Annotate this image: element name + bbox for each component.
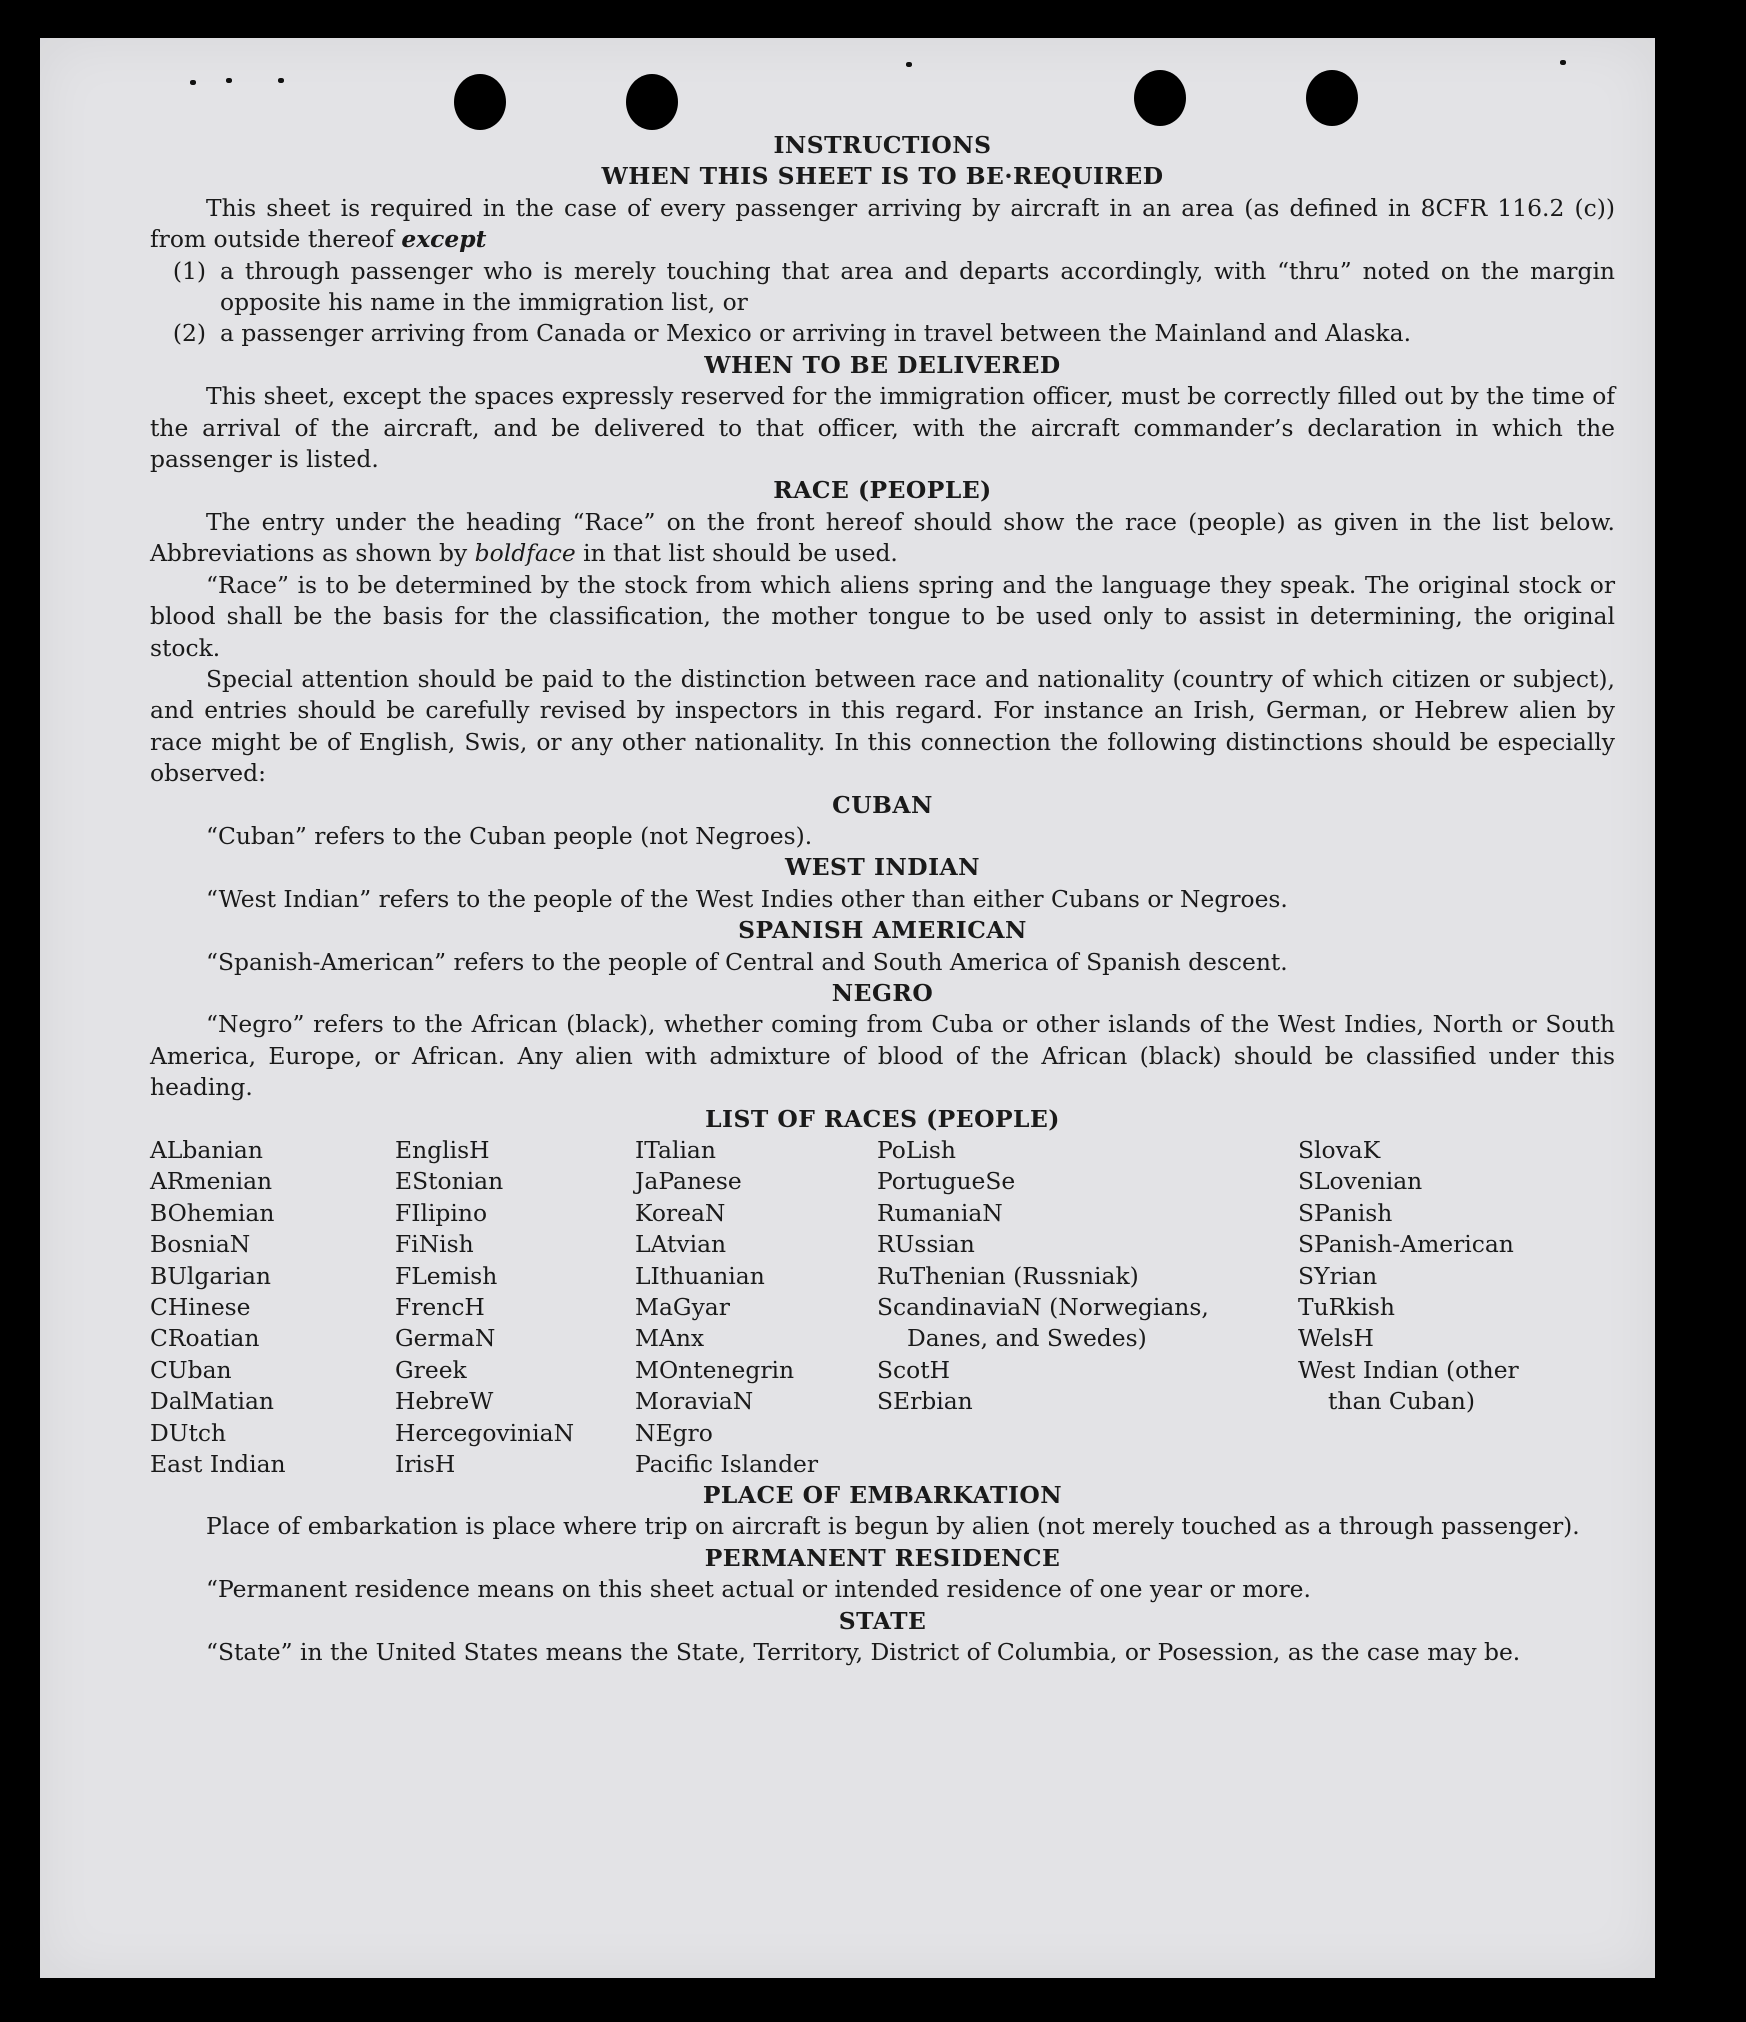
race-entry: EnglisH bbox=[395, 1136, 490, 1164]
race-heading: RACE (PEOPLE) bbox=[773, 476, 992, 505]
race-paragraph-1: The entry under the heading “Race” on the front hereof should show the race (people) as given in the list below. Abbreviations as shown by boldface in that list should be used. bbox=[150, 507, 1615, 568]
race-entry: RuThenian (Russniak) bbox=[877, 1261, 1139, 1290]
speck bbox=[278, 78, 284, 83]
race-paragraph-2: “Race” is to be determined by the stock from which aliens spring and the language they speak. The original stock or blood shall be the basis for the classification, the mother tongue to be used only to assist in determining, the original stock. bbox=[150, 570, 1615, 662]
residence-heading: PERMANENT RESIDENCE bbox=[704, 1543, 1061, 1572]
when-required-heading: WHEN THIS SHEET IS TO BE·REQUIRED bbox=[601, 162, 1164, 191]
race-entry: MAnx bbox=[635, 1324, 705, 1353]
race-entry: PoLish bbox=[877, 1136, 956, 1164]
race-entry: MaGyar bbox=[635, 1293, 730, 1322]
when-required-intro: This sheet is required in the case of every passenger arriving by aircraft in an area (as defined in 8CFR 116.2 (c)) from outside thereof except bbox=[150, 193, 1615, 254]
race-entry: HercegoviniaN bbox=[395, 1418, 575, 1447]
speck bbox=[190, 80, 196, 85]
speck bbox=[226, 78, 232, 83]
race-entry: BOhemian bbox=[150, 1198, 275, 1227]
exception-item: (1) a through passenger who is merely touching that area and departs accordingly, with “thru” noted on the margin opposite his name in the immigration list, or bbox=[172, 256, 1615, 317]
race-entry: KoreaN bbox=[635, 1198, 726, 1227]
state-text: “State” in the United States means the State, Territory, District of Columbia, or Posession, as the case may be. bbox=[206, 1638, 1521, 1667]
cuban-heading: CUBAN bbox=[832, 790, 933, 819]
race-entry: DalMatian bbox=[150, 1387, 274, 1416]
race-entry: SErbian bbox=[877, 1387, 973, 1416]
document-page bbox=[40, 38, 1655, 1978]
race-entry: ScotH bbox=[877, 1355, 951, 1384]
west-indian-text: “West Indian” refers to the people of the West Indies other than either Cubans or Negroes. bbox=[206, 884, 1288, 913]
race-entry: ALbanian bbox=[150, 1136, 263, 1164]
punch-hole bbox=[454, 74, 506, 130]
race-entry: SPanish bbox=[1298, 1198, 1393, 1227]
race-entry: LAtvian bbox=[635, 1230, 727, 1259]
race-entry: MoraviaN bbox=[635, 1387, 754, 1416]
race-entry: SPanish-American bbox=[1298, 1230, 1514, 1259]
race-entry: ARmenian bbox=[150, 1167, 273, 1196]
speck bbox=[1560, 60, 1566, 65]
race-entry: IrisH bbox=[395, 1450, 456, 1479]
race-entry: EStonian bbox=[395, 1167, 504, 1196]
race-entry: CUban bbox=[150, 1355, 232, 1384]
state-heading: STATE bbox=[838, 1606, 927, 1635]
race-entry: Pacific Islander bbox=[635, 1450, 819, 1479]
residence-text: “Permanent residence means on this sheet actual or intended residence of one year or more. bbox=[206, 1575, 1311, 1604]
race-entry: ITalian bbox=[635, 1136, 716, 1164]
punch-hole bbox=[626, 74, 678, 130]
race-entry: West Indian (other bbox=[1298, 1355, 1519, 1384]
race-entry: WelsH bbox=[1298, 1324, 1374, 1353]
list-of-races-heading: LIST OF RACES (PEOPLE) bbox=[705, 1104, 1060, 1133]
punch-hole bbox=[1306, 70, 1358, 126]
race-entry: SLovenian bbox=[1298, 1167, 1423, 1196]
negro-heading: NEGRO bbox=[831, 978, 934, 1007]
cuban-text: “Cuban” refers to the Cuban people (not Negroes). bbox=[206, 821, 813, 850]
list-of-races bbox=[150, 1135, 1615, 1480]
race-entry: TuRkish bbox=[1298, 1293, 1396, 1322]
race-entry: HebreW bbox=[395, 1387, 494, 1416]
race-entry: CHinese bbox=[150, 1293, 251, 1322]
race-entry: JaPanese bbox=[635, 1167, 742, 1196]
race-entry: FIlipino bbox=[395, 1198, 488, 1227]
race-entry: DUtch bbox=[150, 1418, 227, 1447]
exception-item: (2) a passenger arriving from Canada or Mexico or arriving in travel between the Mainland and Alaska. bbox=[172, 319, 1412, 348]
race-column-4 bbox=[877, 1135, 1209, 1418]
race-entry: BUlgarian bbox=[150, 1261, 271, 1290]
race-entry: LIthuanian bbox=[635, 1261, 765, 1290]
race-entry: PortugueSe bbox=[877, 1167, 1016, 1196]
race-column-5 bbox=[1298, 1135, 1519, 1418]
race-entry: RumaniaN bbox=[877, 1198, 1003, 1227]
punch-hole bbox=[1134, 70, 1186, 126]
negro-text: “Negro” refers to the African (black), whether coming from Cuba or other islands of the West Indies, North or South America, Europe, or African. Any alien with admixture of blood of the African (black) should be classified under this heading. bbox=[150, 1010, 1615, 1102]
race-entry: RUssian bbox=[877, 1230, 975, 1259]
race-entry: ScandinaviaN (Norwegians, bbox=[877, 1293, 1209, 1322]
race-entry: GermaN bbox=[395, 1324, 496, 1353]
race-paragraph-3: Special attention should be paid to the distinction between race and nationality (country of which citizen or subject), and entries should be carefully revised by inspectors in this regard. For instance an Irish, German, or Hebrew alien by race might be of English, Swis, or any other nationality. In this connection the following distinctions should be especially observed: bbox=[150, 664, 1615, 788]
race-entry: Greek bbox=[395, 1355, 467, 1384]
race-entry: MOntenegrin bbox=[635, 1355, 795, 1384]
embarkation-heading: PLACE OF EMBARKATION bbox=[702, 1481, 1063, 1509]
race-column-2 bbox=[395, 1135, 574, 1480]
race-entry: than Cuban) bbox=[1328, 1387, 1475, 1416]
race-entry: BosniaN bbox=[150, 1230, 251, 1259]
race-column-1 bbox=[150, 1135, 286, 1480]
west-indian-heading: WEST INDIAN bbox=[784, 853, 981, 882]
race-entry: Danes, and Swedes) bbox=[907, 1324, 1147, 1353]
document-body bbox=[150, 130, 1615, 1668]
race-entry: SlovaK bbox=[1298, 1136, 1381, 1164]
when-delivered-heading: WHEN TO BE DELIVERED bbox=[704, 350, 1061, 379]
race-column-3 bbox=[635, 1135, 818, 1480]
race-entry: FrencH bbox=[395, 1293, 485, 1322]
race-entry: East Indian bbox=[150, 1450, 286, 1479]
race-entry: FiNish bbox=[395, 1230, 474, 1259]
race-entry: NEgro bbox=[635, 1418, 713, 1447]
race-entry: SYrian bbox=[1298, 1261, 1378, 1290]
when-delivered-text: This sheet, except the spaces expressly reserved for the immigration officer, must be correctly filled out by the time of the arrival of the aircraft, and be delivered to that officer, with the aircraft commander’s declaration in which the passenger is listed. bbox=[150, 382, 1615, 474]
race-entry: CRoatian bbox=[150, 1324, 260, 1353]
race-entry: FLemish bbox=[395, 1261, 498, 1290]
spanish-american-heading: SPANISH AMERICAN bbox=[738, 916, 1027, 945]
spanish-american-text: “Spanish-American” refers to the people of Central and South America of Spanish descent. bbox=[206, 947, 1288, 976]
instructions-title: INSTRUCTIONS bbox=[773, 131, 992, 159]
speck bbox=[906, 62, 912, 67]
embarkation-text: Place of embarkation is place where trip on aircraft is begun by alien (not merely touched as a through passenger). bbox=[206, 1512, 1580, 1541]
